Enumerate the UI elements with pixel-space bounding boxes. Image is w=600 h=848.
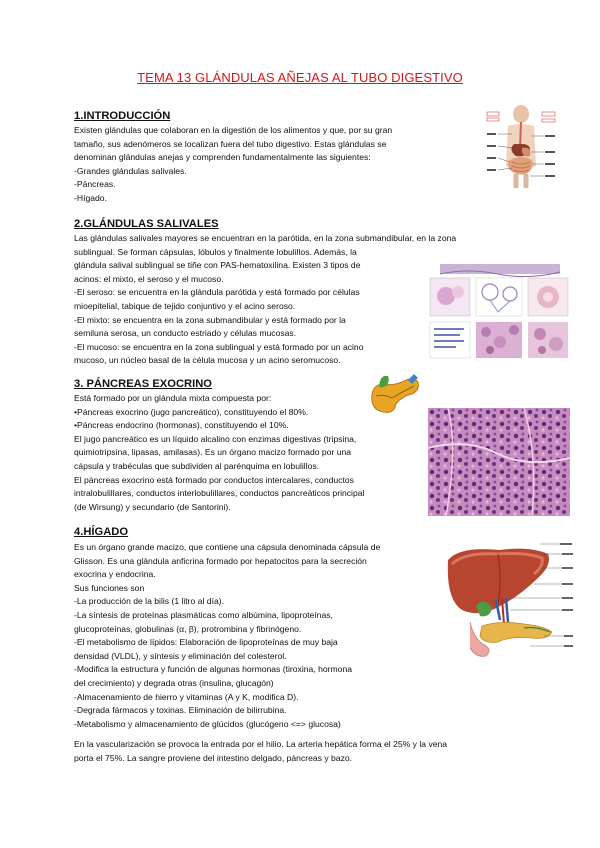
text-line: •Páncreas exocrino (jugo pancreático), constituyendo el 80%. <box>74 406 309 417</box>
text-line: glándula salival sublingual se tiñe con PAS-hematoxilina. Existen 3 tipos de <box>74 260 361 271</box>
text-line: -La síntesis de proteínas plasmáticas como albúmina, lipoproteínas, <box>74 609 333 620</box>
section-body-glandulas-salivales <box>74 232 456 368</box>
text-line: del crecimiento) y degrada otras (insulina, glucagón) <box>74 677 274 688</box>
text-line: -Páncreas. <box>74 179 116 190</box>
digestive-system-icon <box>486 104 556 204</box>
text-line: El páncreas exocrino está formado por conductos intercalares, conductos <box>74 474 354 485</box>
text-line: -El seroso: se encuentra en la glándula parótida y está formado por células <box>74 287 360 298</box>
section-heading-pancreas-exocrino: 3. PÁNCREAS EXOCRINO <box>74 378 213 390</box>
text-line: •Páncreas endocrino (hormonas), constituyendo el 10%. <box>74 420 289 431</box>
text-line: denominan glándulas anejas y comprenden fundamentalmente las siguientes: <box>74 152 371 163</box>
pancreas-histology-icon <box>428 408 570 516</box>
text-line: mioepitelial, tabique de tejido conjuntivo y el acino seroso. <box>74 300 296 311</box>
text-line: -Grandes glándulas salivales. <box>74 165 187 176</box>
text-line: sublingual. Se forman cápsulas, lóbulos y finalmente lobulillos. Además, la <box>74 246 357 257</box>
text-line: Es un órgano grande macizo, que contiene una cápsula denominada cápsula de <box>74 542 381 552</box>
text-line: -La producción de la bilis (1 litro al día). <box>74 596 224 607</box>
text-line: -Degrada fármacos y toxinas. Eliminación de bilirrubina. <box>74 705 287 716</box>
text-line: (de Wirsung) y secundario (de Santorini). <box>74 501 231 512</box>
section-heading-higado: 4.HÍGADO <box>74 526 129 538</box>
section-body-pancreas-exocrino <box>74 392 364 514</box>
text-line: exocrina y endocrina. <box>74 569 156 580</box>
text-line: -El mucoso: se encuentra en la zona sublingual y está formado por un acino <box>74 341 364 352</box>
text-line: -Hígado. <box>74 192 107 203</box>
text-line: -Modifica la estructura y función de algunas hormonas (tiroxina, hormona <box>74 664 353 675</box>
text-line: densidad (VLDL), y síntesis y eliminación del colesterol. <box>74 650 287 661</box>
text-line: -El mixto: se encuentra en la zona submandibular y está formado por la <box>74 314 346 325</box>
text-line: Glisson. Es una glándula anficrina formado por hepatocitos para la secreción <box>74 555 367 566</box>
section-heading-glandulas-salivales: 2.GLÁNDULAS SALIVALES <box>74 218 219 230</box>
text-line: intralobulillares, conductos interlobulillares, conductos pancreáticos principal <box>74 488 365 499</box>
text-line: Las glándulas salivales mayores se encuentran en la parótida, en la zona submandibular, en la zona <box>74 233 457 243</box>
text-line: semiluna serosa, un conducto estriado y células mucosas. <box>74 328 297 339</box>
salivary-histology-icon <box>428 262 570 360</box>
pancreas-icon <box>368 372 422 418</box>
text-line: -El metabolismo de lípidos: Elaboración de lipoproteínas de muy baja <box>74 637 338 648</box>
text-line: Sus funciones son <box>74 582 145 593</box>
text-line: Existen glándulas que colaboran en la digestión de los alimentos y que, por su gran <box>74 125 393 135</box>
text-line: El jugo pancreático es un líquido alcalino con enzimas digestivas (tripsina, <box>74 433 357 444</box>
text-line: tamaño, sus adenómeros se localizan fuera del tubo digestivo. Estas glándulas se <box>74 138 387 149</box>
text-line: porta el 75%. La sangre proviene del intestino delgado, páncreas y bazo. <box>74 752 353 763</box>
text-line: acinos: el mixto, el seroso y el mucoso. <box>74 273 224 284</box>
page-title: TEMA 13 GLÁNDULAS AÑEJAS AL TUBO DIGESTIVO <box>137 70 463 85</box>
text-line: mucoso, un núcleo basal de la célula mucosa y un acino seromucoso. <box>74 355 341 366</box>
liver-anatomy-icon <box>440 540 574 670</box>
section-heading-introduccion: 1.INTRODUCCIÓN <box>74 110 171 122</box>
section-body-higado <box>74 541 380 731</box>
text-line: quimiotripsina, lipasas, amilasas). Es un órgano macizo formado por una <box>74 447 352 458</box>
text-line: -Metabolismo y almacenamiento de glúcidos (glucógeno <=> glucosa) <box>74 718 341 729</box>
text-line: glucoproteínas, globulinas (α, β), protrombina y fibrinógeno. <box>74 623 302 634</box>
section-closing-vascularizacion <box>74 738 447 765</box>
text-line: En la vascularización se provoca la entrada por el hilio. La arteria hepática forma el 25% y la vena <box>74 739 448 749</box>
text-line: Está formado por un glándula mixta compuesta por: <box>74 393 272 403</box>
section-body-introduccion <box>74 124 392 206</box>
text-line: cápsula y trabéculas que subdividen al parénquima en lobulillos. <box>74 460 320 471</box>
text-line: -Almacenamiento de hierro y vitaminas (A y K, modifica D). <box>74 691 299 702</box>
